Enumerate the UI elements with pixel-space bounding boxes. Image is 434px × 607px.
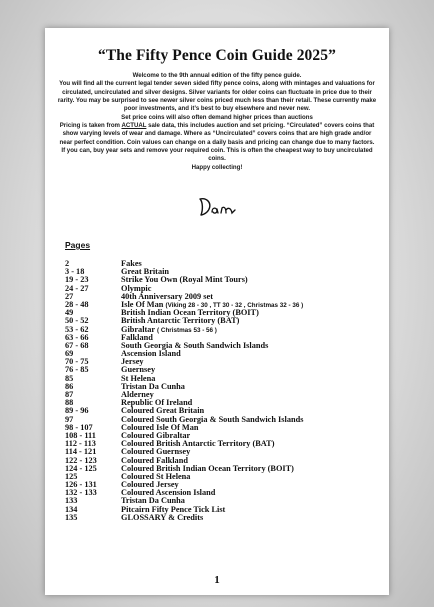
toc-title-text: GLOSSARY & Credits (121, 512, 204, 522)
toc-entry (65, 326, 385, 334)
toc-title-text: Gibraltar (121, 324, 155, 334)
toc-page-range: 98 - 107 (65, 422, 93, 432)
document-page (45, 28, 389, 595)
toc-page-range: 124 - 125 (65, 463, 97, 473)
toc-page-range: 53 - 62 (65, 324, 89, 334)
toc-page-range: 85 (65, 373, 74, 383)
toc-title-text: British Antarctic Territory (BAT) (121, 316, 240, 326)
toc-entry (65, 366, 385, 374)
toc-entry (65, 424, 385, 432)
toc-title-text: South Georgia & South Sandwich Islands (121, 340, 269, 350)
toc-page-range: 114 - 121 (65, 447, 97, 457)
page-number: 1 (214, 574, 220, 586)
toc-title-text: Pitcairn Fifty Pence Tick List (121, 504, 226, 514)
toc-entry (65, 285, 385, 293)
toc-entry (65, 416, 385, 424)
toc-page-range: 86 (65, 381, 74, 391)
toc-page-range: 67 - 68 (65, 340, 89, 350)
toc-page-range: 133 (65, 496, 78, 506)
toc-page-range: 97 (65, 414, 74, 424)
toc-title-text: Coloured Great Britain (121, 406, 205, 416)
toc-page-range: 69 (65, 349, 74, 359)
toc-entry (65, 276, 385, 284)
toc-page-range: 135 (65, 512, 78, 522)
intro-paragraph-1: You will find all the current legal tender seven sided fifty pence coins, along with mintages and valuations for circulated, uncirculated and silver designs. Silver variants for older coins can fluctuate in price due to their rarity. You may be surprised to see newer silver coins priced much less than their retail. These currently make poor investments, and it’s best to buy elsewhere and never new. (57, 80, 377, 113)
toc-page-range: 27 (65, 291, 74, 301)
toc-entry (65, 260, 385, 268)
toc-entry (65, 399, 385, 407)
document-title: “The Fifty Pence Coin Guide 2025” (98, 47, 336, 64)
toc-page-range: 28 - 48 (65, 299, 89, 309)
intro-welcome: Welcome to the 9th annual edition of the fifty pence guide. (132, 72, 302, 79)
intro-pricing-suffix: sale data, this includes auction and set pricing. “Circulated” covers coins that show varying levels of wear and damage. Where as “Uncirculated” covers coins that are high grade and/or near perfect condition. Coin values can change on a daily basis and pricing can change due to many factors. If you can, buy year sets and remove your required coin. This is often the cheapest way to buy uncirculated coins. (59, 122, 375, 163)
toc-page-range: 112 - 113 (65, 439, 96, 449)
handwritten-signature (197, 196, 237, 218)
toc-title-text: Strike You Own (Royal Mint Tours) (121, 275, 248, 285)
toc-entry (65, 317, 385, 325)
toc-title-text: Coloured Guernsey (121, 447, 191, 457)
toc-page-range: 126 - 131 (65, 480, 97, 490)
toc-title-text: St Helena (121, 373, 156, 383)
toc-page-range: 70 - 75 (65, 357, 89, 367)
toc-page-range: 3 - 18 (65, 267, 85, 277)
toc-title-text: Coloured South Georgia & South Sandwich Islands (121, 414, 304, 424)
toc-entry (65, 481, 385, 489)
toc-title-text: Olympic (121, 283, 152, 293)
toc-title-text: Guernsey (121, 365, 156, 375)
toc-page-range: 134 (65, 504, 78, 514)
table-of-contents (65, 260, 385, 522)
toc-section-note: (Viking 28 - 30 , TT 30 - 32 , Christmas 32 - 36 ) (165, 301, 304, 309)
toc-entry (65, 473, 385, 481)
intro-closing: Happy collecting! (191, 163, 243, 171)
toc-title-text: Falkland (121, 332, 153, 342)
toc-page-range: 89 - 96 (65, 406, 89, 416)
toc-entry (65, 293, 385, 301)
toc-title-text: British Indian Ocean Territory (BOIT) (121, 308, 259, 318)
toc-title-text: Fakes (121, 259, 142, 268)
toc-entry (65, 440, 385, 448)
toc-title-text: Republic Of Ireland (121, 398, 193, 408)
toc-title-text: Coloured Ascension Island (121, 488, 216, 498)
toc-page-range: 132 - 133 (65, 488, 97, 498)
toc-page-range: 19 - 23 (65, 275, 89, 285)
toc-entry (65, 391, 385, 399)
intro-paragraph-3 (57, 122, 377, 164)
toc-title-text: Coloured British Antarctic Territory (BAT) (121, 439, 275, 449)
toc-page-range: 88 (65, 398, 74, 408)
intro-text (57, 72, 377, 172)
toc-title-text: Alderney (121, 390, 154, 399)
toc-entry (65, 514, 385, 522)
toc-entry (65, 350, 385, 358)
toc-page-range: 63 - 66 (65, 332, 89, 342)
toc-section-title (121, 514, 203, 522)
intro-pricing-prefix: Pricing is taken from (59, 122, 122, 130)
toc-page-range: 108 - 111 (65, 430, 96, 440)
toc-title-text: Coloured Jersey (121, 480, 179, 490)
toc-title-text: Coloured Gibraltar (121, 430, 191, 440)
toc-page-range: 125 (65, 471, 78, 481)
toc-title-text: Great Britain (121, 267, 170, 277)
intro-paragraph-2: Set price coins will also often demand higher prices than auctions (121, 113, 313, 121)
toc-title-text: Ascension Island (121, 349, 181, 359)
toc-title-text: Tristan Da Cunha (121, 496, 185, 506)
toc-title-text: Coloured Falkland (121, 455, 188, 465)
toc-entry (65, 383, 385, 391)
toc-page-range: 50 - 52 (65, 316, 89, 326)
toc-entry (65, 506, 385, 514)
toc-title-text: Coloured British Indian Ocean Territory (BOIT) (121, 463, 294, 473)
toc-page-range: 122 - 123 (65, 455, 97, 465)
toc-entry (65, 375, 385, 383)
toc-title-text: Tristan Da Cunha (121, 381, 185, 391)
toc-title-text: Isle Of Man (121, 299, 164, 309)
toc-page-range: 24 - 27 (65, 283, 89, 293)
toc-entry (65, 465, 385, 473)
toc-entry (65, 358, 385, 366)
toc-entry (65, 489, 385, 497)
toc-title-text: Coloured Isle Of Man (121, 422, 199, 432)
toc-page-range: 49 (65, 308, 74, 318)
toc-entry (65, 342, 385, 350)
toc-title-text: 40th Anniversary 2009 set (121, 291, 213, 301)
toc-title-text: Jersey (121, 357, 144, 367)
toc-page-range: 2 (65, 259, 70, 268)
toc-section-note: ( Christmas 53 - 56 ) (157, 326, 217, 334)
toc-title-text: Coloured St Helena (121, 471, 191, 481)
toc-entry (65, 448, 385, 456)
toc-page-range: 87 (65, 390, 74, 399)
toc-page-range: 76 - 85 (65, 365, 89, 375)
pages-heading: Pages (65, 240, 91, 250)
intro-actual-word: ACTUAL (121, 122, 147, 130)
